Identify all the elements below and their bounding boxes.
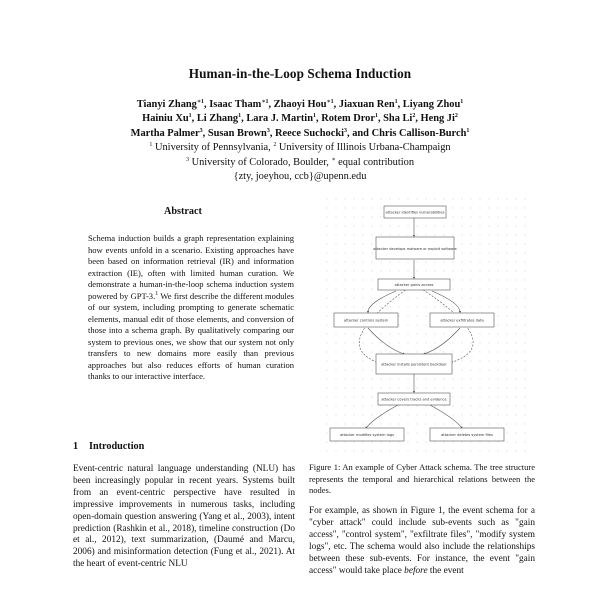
affiliation-colorado: University of Colorado, Boulder, — [191, 156, 332, 168]
node-label: attacker installs persistent backdoor — [381, 362, 447, 367]
author-separator: , — [415, 113, 421, 125]
node-label: attacker modifies system logs — [340, 433, 394, 437]
author-affiliation-marker: 1 — [460, 99, 464, 105]
affiliation-marker: 1 — [149, 142, 153, 149]
author-name: Heng Ji — [420, 113, 455, 125]
author-separator: , — [268, 99, 274, 110]
author-affiliation-marker: 1 — [188, 113, 192, 120]
equal-contribution-note: equal contribution — [338, 156, 415, 168]
affiliation-line-2 — [40, 156, 560, 170]
author-separator: , — [191, 113, 197, 125]
footnote-marker[interactable]: 1 — [155, 290, 159, 297]
author-affiliation-marker: 2 — [454, 113, 458, 120]
affiliation-penn: University of Pennsylvania, — [154, 142, 274, 154]
author-name: Isaac Tham — [209, 99, 262, 110]
author-separator: , — [377, 113, 384, 125]
author-affiliation-marker: 1 — [238, 113, 242, 120]
author-separator: , — [202, 127, 208, 139]
node-label: attacker covers tracks and evidence — [381, 397, 447, 402]
abstract-part-1: Schema induction builds a graph representation explaining how events unfold in a scenario. Existing approaches have been based on information retrieval (IR) and information extraction (IE), often with limited human curation. We demonstrate a human-in-the-loop schema induction system powered by GPT-3. — [88, 233, 294, 301]
node-label: attacker controls system — [343, 318, 389, 323]
author-name: Liyang Zhou — [402, 99, 461, 110]
section-heading-introduction — [73, 441, 144, 452]
author-line-2 — [40, 112, 560, 126]
author-name: Zhaoyi Hou — [273, 99, 327, 110]
author-line-1 — [40, 98, 560, 112]
author-name: Tianyi Zhang — [136, 99, 197, 110]
author-block — [40, 98, 560, 184]
abstract-text — [88, 233, 294, 383]
author-line-3 — [40, 127, 560, 141]
equal-contribution-marker: ∗ — [331, 156, 336, 163]
figure-caption: Figure 1: An example of Cyber Attack schema. The tree structure represents the temporal and hierarchical relations between the nodes. — [309, 462, 535, 495]
section-title: Introduction — [89, 441, 145, 452]
schema-node[interactable] — [330, 428, 404, 441]
author-name: Sha Li — [383, 113, 413, 125]
author-separator: , — [269, 127, 276, 139]
author-affiliation-marker: 3 — [199, 127, 203, 134]
author-affiliation-marker: 1 — [394, 99, 398, 105]
author-separator: , — [241, 113, 247, 125]
author-affiliation-marker: 3 — [266, 127, 270, 134]
schema-node[interactable] — [430, 428, 504, 441]
author-affiliation-marker: 2 — [412, 113, 416, 120]
schema-node[interactable] — [378, 393, 450, 405]
right-text-emphasis: before — [404, 565, 428, 576]
schema-figure — [326, 198, 526, 456]
right-column-text — [309, 506, 535, 577]
node-label: attacker deletes system files — [441, 433, 493, 437]
author-name: Jiaxuan Ren — [338, 99, 395, 110]
author-name: Martha Palmer — [130, 127, 200, 139]
schema-node[interactable] — [430, 313, 494, 327]
author-affiliation-marker: 1 — [374, 113, 378, 120]
author-name: Lara J. Martin — [246, 113, 313, 125]
author-affiliation-marker: ∗1 — [261, 99, 269, 105]
affiliation-uiuc: University of Illinois Urbana-Champaign — [278, 142, 451, 154]
author-name: Rotem Dror — [321, 113, 375, 125]
author-affiliation-marker: ∗1 — [326, 99, 334, 105]
author-affiliation-marker: ∗1 — [196, 99, 205, 105]
author-name: Li Zhang — [196, 113, 239, 125]
author-separator: , — [397, 99, 403, 110]
abstract-part-2: We first describe the different modules of our system, including prompting to generate schematic elements, manual edit of those elements, and conversion of those into a schema graph. By qualitatively comparing our system to previous ones, we show that our system not only transfers to new domains more easily than previous approaches but also reduces efforts of human curation thanks to our interactive interface. — [88, 290, 294, 381]
schema-node[interactable] — [384, 206, 446, 218]
author-name: Susan Brown — [207, 127, 267, 139]
author-separator: , — [333, 99, 339, 110]
node-label: attacker develops malware or exploit software — [373, 247, 457, 251]
abstract-heading: Abstract — [164, 206, 202, 217]
affiliation-line-1 — [40, 141, 560, 155]
section-number: 1 — [73, 441, 79, 452]
schema-node[interactable] — [376, 354, 452, 374]
author-name: Chris Callison-Burch — [371, 127, 467, 139]
right-text-part-1: For example, as shown in Figure 1, the event schema for a "cyber attack" could include sub-events such as "gain access", "control system", "exfiltrate files", "modify system logs", etc. The schema would also include the relationships between these sub-events. For instance, the event "gain access" would take place — [309, 506, 535, 576]
author-separator: , and — [347, 127, 372, 139]
node-label: attacker exfiltrates data — [440, 318, 484, 323]
introduction-text: Event-centric natural language understanding (NLU) has been increasingly popular in recent years. Systems built from an event-centric perspective have resulted in impressive improvements in numerous tasks, including open-domain question answering (Yang et al., 2003), intent prediction (Rashkin et al., 2018), timeline construction (Do et al., 2012), text summarization, (Daumé and Marcu, 2006) and misinformation detection (Fung et al., 2021). At the heart of event-centric NLU — [73, 464, 295, 570]
schema-node[interactable] — [378, 279, 450, 290]
author-affiliation-marker: 1 — [312, 113, 316, 120]
affiliation-marker: 3 — [185, 156, 189, 163]
author-affiliation-marker: 1 — [466, 127, 470, 134]
author-affiliation-marker: 3 — [344, 127, 348, 134]
node-label: attacker identifies vulnerabilities — [385, 210, 445, 215]
author-name: Reece Suchocki — [275, 127, 345, 139]
affiliation-marker: 2 — [273, 142, 277, 149]
right-text-part-2: the event — [427, 565, 464, 576]
author-separator: , — [315, 113, 322, 125]
schema-node[interactable] — [373, 237, 457, 259]
paper-title: Human-in-the-Loop Schema Induction — [188, 66, 412, 81]
author-separator: , — [204, 99, 210, 110]
node-label: attacker gains access — [394, 283, 434, 287]
schema-node[interactable] — [334, 313, 398, 327]
author-email[interactable]: {zty, joeyhou, ccb}@upenn.edu — [233, 171, 367, 183]
author-name: Hainiu Xu — [142, 113, 189, 125]
